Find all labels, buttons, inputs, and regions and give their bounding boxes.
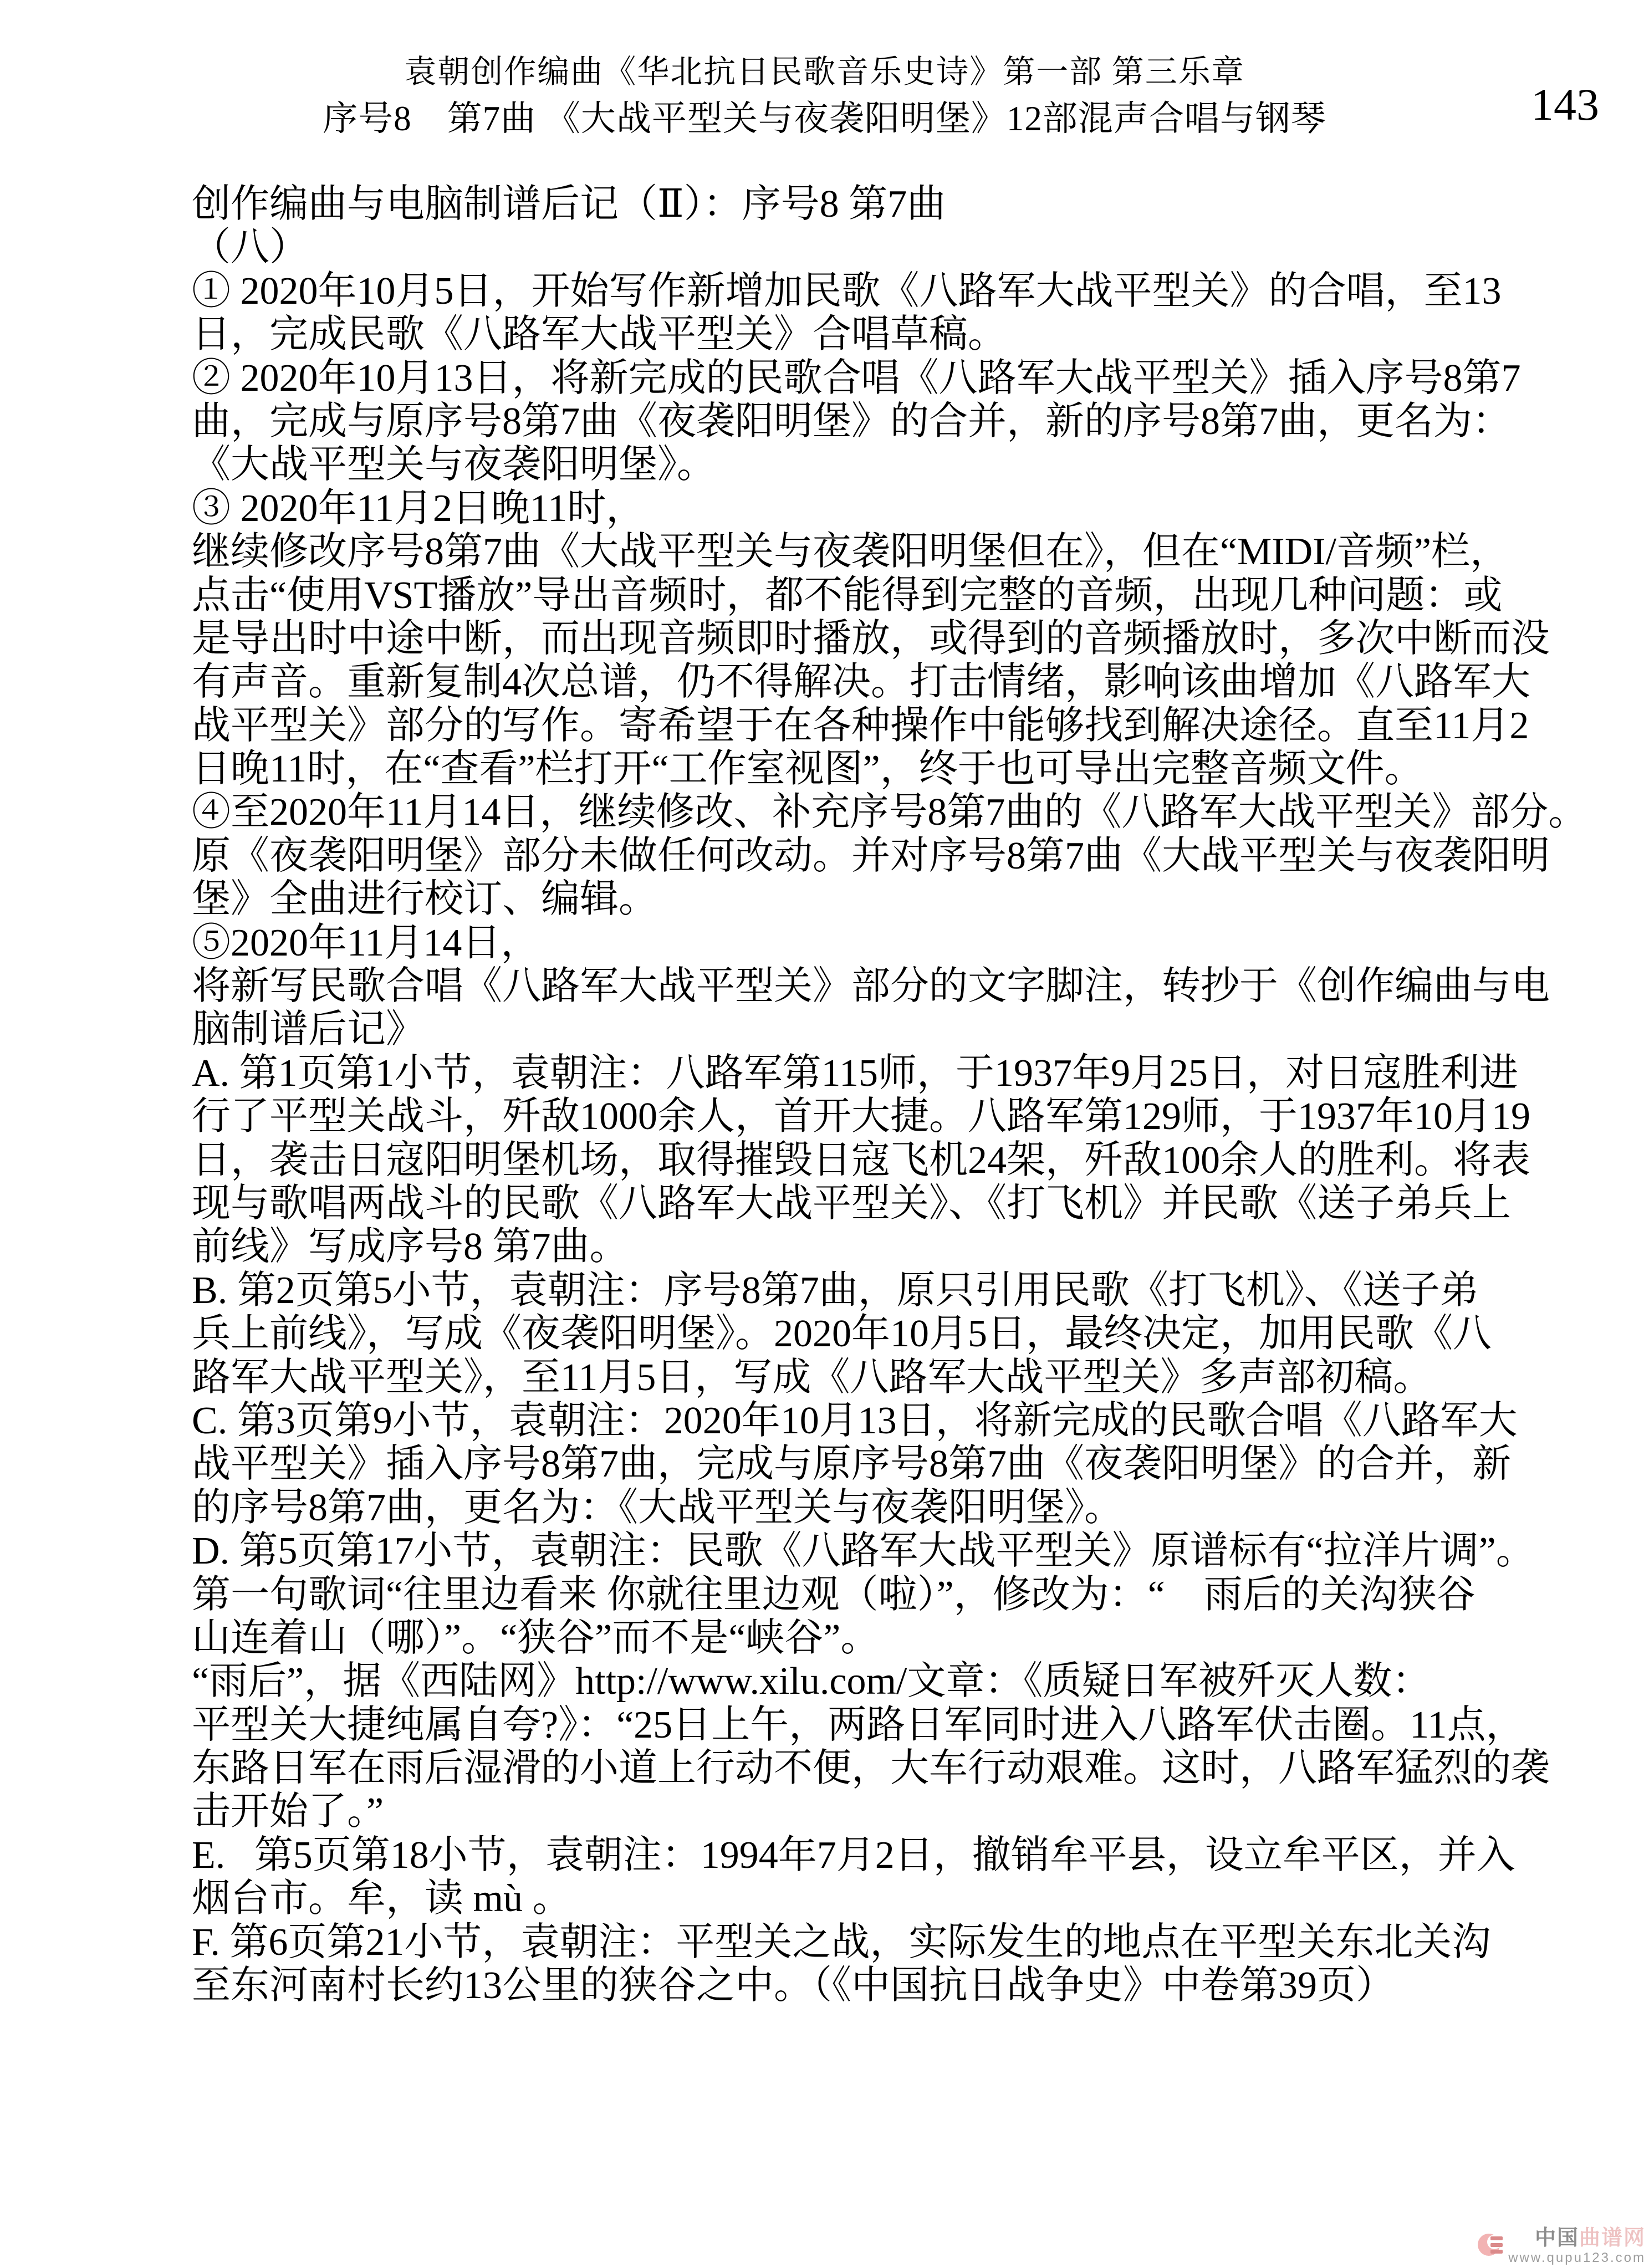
text-line: 前线》写成序号8 第7曲。 xyxy=(192,1225,629,1269)
watermark-site-name-pink: 曲谱网 xyxy=(1579,2226,1646,2250)
text-line: 平型关大捷纯属自夸?》：“25日上午，两路日军同时进入八路军伏击圈。11点， xyxy=(192,1703,1525,1746)
text-line: 脑制谱后记》 xyxy=(192,1008,425,1051)
text-line: ③ 2020年11月2日晚11时， xyxy=(192,487,645,530)
text-line: ⑤2020年11月14日， xyxy=(192,921,540,964)
qupu-logo-icon xyxy=(1477,2230,1506,2259)
text-line: 有声音。重新复制4次总谱，仍不得解决。打击情绪，影响该曲增加《八路军大 xyxy=(192,661,1530,704)
text-line: 是导出时中途中断，而出现音频即时播放，或得到的音频播放时，多次中断而没 xyxy=(192,617,1550,660)
text-line: 点击“使用VST播放”导出音频时，都不能得到完整的音频，出现几种问题：或 xyxy=(192,574,1503,617)
watermark-text-block xyxy=(1508,2228,1646,2266)
text-line: 日晚11时，在“查看”栏打开“工作室视图”，终于也可导出完整音频文件。 xyxy=(192,748,1423,791)
text-line: 曲，完成与原序号8第7曲《夜袭阳明堡》的合并，新的序号8第7曲，更名为： xyxy=(192,400,1511,443)
header-line-1: 袁朝创作编曲《华北抗日民歌音乐史诗》第一部 第三乐章 xyxy=(404,54,1245,90)
page-number: 143 xyxy=(1531,79,1599,130)
text-line: 战平型关》部分的写作。寄希望于在各种操作中能够找到解决途径。直至11月2 xyxy=(192,704,1529,747)
text-line: 东路日军在雨后湿滑的小道上行动不便，大车行动艰难。这时，八路军猛烈的袭 xyxy=(192,1747,1550,1790)
text-line: F. 第6页第21小节，袁朝注：平型关之战，实际发生的地点在平型关东北关沟 xyxy=(192,1920,1491,1964)
text-line: 将新写民歌合唱《八路军大战平型关》部分的文字脚注，转抄于《创作编曲与电 xyxy=(192,965,1550,1008)
text-line: B. 第2页第5小节，袁朝注：序号8第7曲，原只引用民歌《打飞机》、《送子弟 xyxy=(192,1269,1479,1312)
postscript-body xyxy=(192,183,1638,2008)
text-line: 《大战平型关与夜袭阳明堡》。 xyxy=(192,443,716,487)
text-line: （八） xyxy=(192,226,308,269)
text-line: 至东河南村长约13公里的狭谷之中。（《中国抗日战争史》中卷第39页） xyxy=(192,1964,1395,2008)
text-line: 继续修改序号8第7曲《大战平型关与夜袭阳明堡但在》，但在“MIDI/音频”栏， xyxy=(192,530,1509,574)
text-line: 战平型关》插入序号8第7曲，完成与原序号8第7曲《夜袭阳明堡》的合并，新 xyxy=(192,1443,1511,1486)
text-line: ① 2020年10月5日，开始写作新增加民歌《八路军大战平型关》的合唱，至13 xyxy=(192,269,1502,313)
text-line: 的序号8第7曲，更名为：《大战平型关与夜袭阳明堡》。 xyxy=(192,1486,1123,1529)
watermark-site-name-gray: 中国 xyxy=(1534,2226,1579,2250)
text-line: 山连着山（哪）”。“狭谷”而不是“峡谷”。 xyxy=(192,1616,880,1659)
text-line: E. 第5页第18小节，袁朝注：1994年7月2日，撤销牟平县，设立牟平区，并入 xyxy=(192,1833,1515,1877)
text-line: D. 第5页第17小节，袁朝注：民歌《八路军大战平型关》原谱标有“拉洋片调”。 xyxy=(192,1530,1535,1573)
text-line: “雨后”，据《西陆网》http://www.xilu.com/文章：《质疑日军被歼灭人数： xyxy=(192,1660,1431,1703)
text-line: 创作编曲与电脑制谱后记（Ⅱ）：序号8 第7曲 xyxy=(192,183,946,226)
header-line-2: 序号8 第7曲 《大战平型关与夜袭阳明堡》12部混声合唱与钢琴 xyxy=(323,99,1326,138)
text-line: 原《夜袭阳明堡》部分未做任何改动。并对序号8第7曲《大战平型关与夜袭阳明 xyxy=(192,834,1550,877)
text-line: 烟台市。牟，读 mù 。 xyxy=(192,1877,571,1920)
text-line: 第一句歌词“往里边看来 你就往里边观（啦）”，修改为：“ 雨后的关沟狭谷 xyxy=(192,1573,1476,1616)
text-line: 日，完成民歌《八路军大战平型关》合唱草稿。 xyxy=(192,313,1007,356)
text-line: ② 2020年10月13日，将新完成的民歌合唱《八路军大战平型关》插入序号8第7 xyxy=(192,356,1521,400)
text-line: 路军大战平型关》，至11月5日，写成《八路军大战平型关》多声部初稿。 xyxy=(192,1356,1432,1399)
site-watermark xyxy=(1477,2228,1646,2266)
watermark-site-name xyxy=(1535,2228,1646,2249)
watermark-url: www.qupu123.com xyxy=(1508,2250,1646,2265)
text-line: C. 第3页第9小节，袁朝注：2020年10月13日，将新完成的民歌合唱《八路军大 xyxy=(192,1399,1518,1442)
text-line: ④至2020年11月14日，继续修改、补充序号8第7曲的《八路军大战平型关》部分。 xyxy=(192,791,1587,834)
text-line: A. 第1页第1小节，袁朝注：八路军第115师，于1937年9月25日，对日寇胜利进 xyxy=(192,1051,1518,1095)
text-line: 击开始了。” xyxy=(192,1790,384,1833)
text-line: 行了平型关战斗，歼敌1000余人，首开大捷。八路军第129师，于1937年10月19 xyxy=(192,1095,1530,1138)
text-line: 堡》全曲进行校订、编辑。 xyxy=(192,878,657,921)
text-line: 现与歌唱两战斗的民歌《八路军大战平型关》、《打飞机》并民歌《送子弟兵上 xyxy=(192,1182,1511,1225)
text-line: 兵上前线》，写成《夜袭阳明堡》。2020年10月5日，最终决定，加用民歌《八 xyxy=(192,1312,1492,1356)
text-line: 日，袭击日寇阳明堡机场，取得摧毁日寇飞机24架，歼敌100余人的胜利。将表 xyxy=(192,1138,1530,1182)
